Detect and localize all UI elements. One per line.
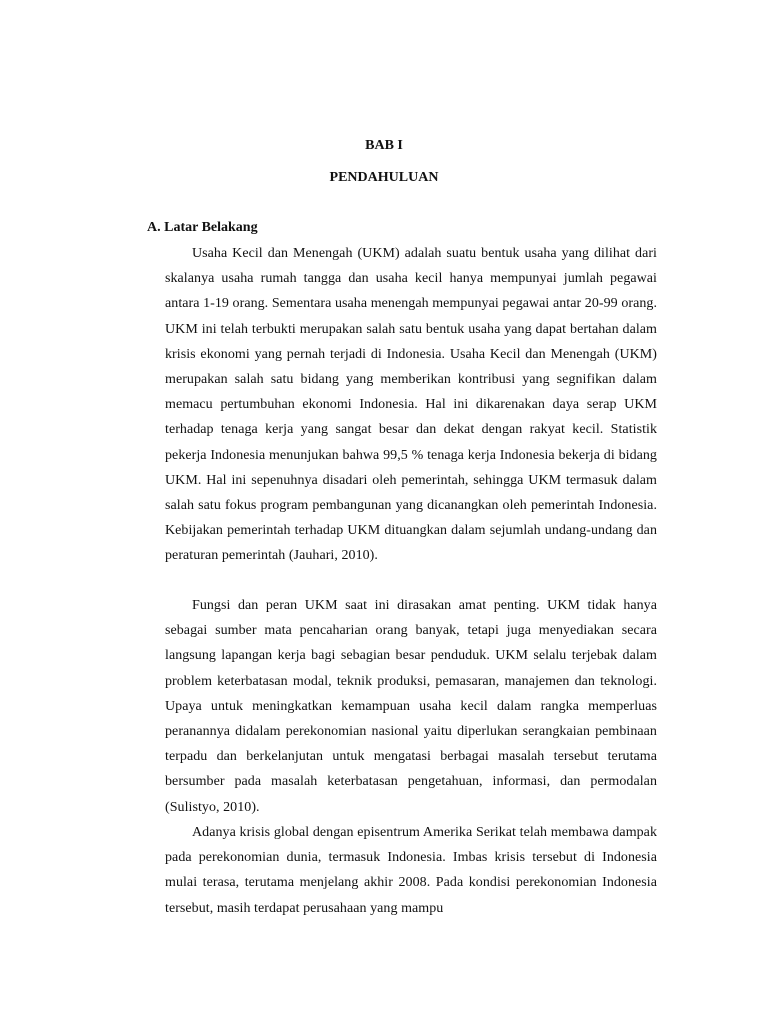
section-heading: A. Latar Belakang xyxy=(147,220,258,235)
body-paragraph: Usaha Kecil dan Menengah (UKM) adalah suatu bentuk usaha yang dilihat dari skalanya usaha rumah tangga dan usaha kecil hanya mempunyai jumlah pegawai antara 1-19 orang. Sementara usaha menengah mempunyai pegawai antar 20-99 orang. UKM ini telah terbukti merupakan salah satu bentuk usaha yang dapat bertahan dalam krisis ekonomi yang pernah terjadi di Indonesia. Usaha Kecil dan Menengah (UKM) merupakan salah satu bidang yang memberikan kontribusi yang segnifikan dalam memacu pertumbuhan ekonomi Indonesia. Hal ini dikarenakan daya serap UKM terhadap tenaga kerja yang sangat besar dan dekat dengan rakyat kecil. Statistik pekerja Indonesia menunjukan bahwa 99,5 % tenaga kerja Indonesia bekerja di bidang UKM. Hal ini sepenuhnya disadari oleh pemerintah, sehingga UKM termasuk dalam salah satu fokus program pembangunan yang dicanangkan oleh pemerintah Indonesia. Kebijakan pemerintah terhadap UKM dituangkan dalam sejumlah undang-undang dan peraturan pemerintah (Jauhari, 2010). xyxy=(165,246,657,564)
chapter-number: BAB I xyxy=(365,138,403,153)
body-paragraph: Adanya krisis global dengan episentrum Amerika Serikat telah membawa dampak pada perekonomian dunia, termasuk Indonesia. Imbas krisis tersebut di Indonesia mulai terasa, terutama menjelang akhir 2008. Pada kondisi perekonomian Indonesia tersebut, masih terdapat perusahaan yang mampu xyxy=(165,825,657,916)
body-paragraph: Fungsi dan peran UKM saat ini dirasakan amat penting. UKM tidak hanya sebagai sumber mata pencaharian orang banyak, tetapi juga menyediakan secara langsung lapangan kerja bagi sebagian besar penduduk. UKM selalu terjebak dalam problem keterbatasan modal, teknik produksi, pemasaran, manajemen dan teknologi. Upaya untuk meningkatkan kemampuan usaha kecil dalam rangka memperluas peranannya didalam perekonomian nasional yaitu diperlukan serangkaian pembinaan terpadu dan berkelanjutan untuk mengatasi berbagai masalah tersebut terutama bersumber pada masalah keterbatasan pengetahuan, informasi, dan permodalan (Sulistyo, 2010). xyxy=(165,598,657,815)
chapter-title: PENDAHULUAN xyxy=(329,170,439,185)
